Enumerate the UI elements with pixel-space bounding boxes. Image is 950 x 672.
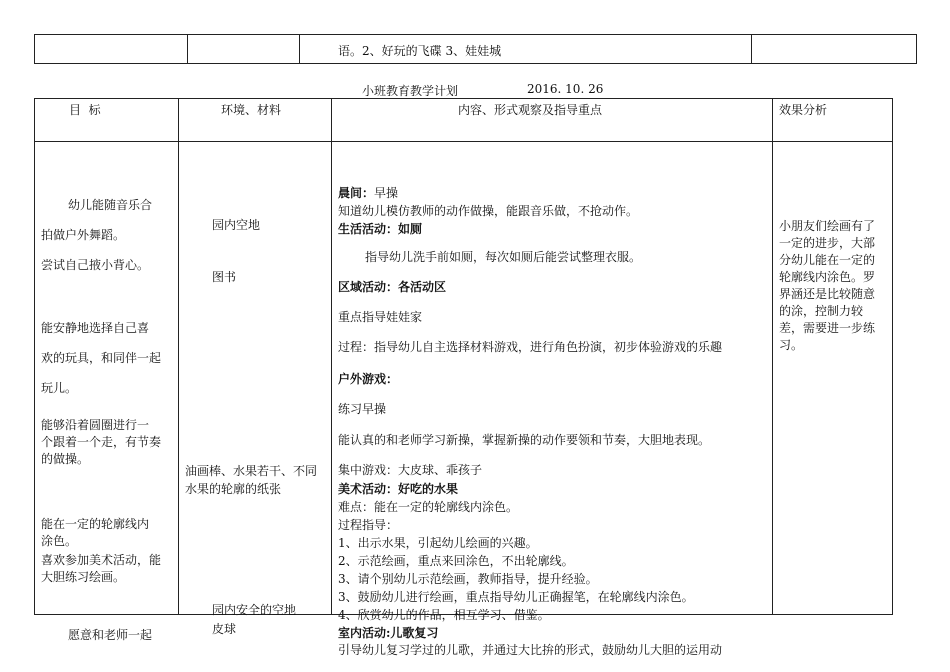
effect-line: 界涵还是比较随意 bbox=[779, 287, 876, 301]
target-line: 喜欢参加美术活动，能 bbox=[41, 553, 162, 567]
top-row-text: 语。2、好玩的飞碟 3、娃娃城 bbox=[338, 44, 502, 58]
effect-cell bbox=[773, 142, 893, 615]
effect-line: 一定的进步，大部 bbox=[779, 236, 876, 250]
morning-label: 晨间：早操 bbox=[338, 186, 399, 200]
step-line: 1、出示水果，引起幼儿绘画的兴趣。 bbox=[338, 536, 538, 550]
target-cell bbox=[35, 142, 179, 642]
target-line: 大胆练习绘画。 bbox=[41, 570, 126, 584]
header-effect: 效果分析 bbox=[773, 99, 893, 142]
plan-date: 2016. 10. 26 bbox=[527, 82, 604, 96]
effect-line: 的涂，控制力较 bbox=[779, 304, 864, 318]
step-line: 3、请个别幼儿示范绘画，教师指导，提升经验。 bbox=[338, 572, 598, 586]
content-line: 重点指导娃娃家 bbox=[338, 310, 423, 324]
env-line: 水果的轮廓的纸张 bbox=[185, 482, 282, 496]
target-line: 能安静地选择自己喜 bbox=[41, 321, 150, 335]
content-line: 引导幼儿复习学过的儿歌，并通过大比拚的形式，鼓励幼儿大胆的运用动 bbox=[338, 643, 723, 657]
effect-line: 小朋友们绘画有了 bbox=[779, 219, 876, 233]
target-line: 愿意和老师一起 bbox=[68, 628, 153, 642]
target-line: 涂色。 bbox=[41, 534, 78, 548]
step-line: 4、欣赏幼儿的作品，相互学习、借鉴。 bbox=[338, 608, 550, 622]
plan-table bbox=[34, 98, 893, 657]
env-cell bbox=[179, 142, 332, 636]
content-line: 练习早操 bbox=[338, 402, 387, 416]
content-line: 过程：指导幼儿自主选择材料游戏，进行角色扮演，初步体验游戏的乐趣 bbox=[338, 340, 723, 354]
content-line: 指导幼儿洗手前如厕，每次如厕后能尝试整理衣服。 bbox=[365, 250, 642, 264]
env-line: 园内安全的空地 bbox=[212, 603, 297, 617]
top-cell-4 bbox=[752, 35, 917, 64]
indoor-label: 室内活动:儿歌复习 bbox=[338, 626, 439, 640]
header-target: 目 标 bbox=[35, 99, 179, 142]
target-line: 个跟着一个走，有节奏 bbox=[41, 435, 162, 449]
target-line: 能在一定的轮廓线内 bbox=[41, 517, 150, 531]
area-label: 区域活动：各活动区 bbox=[338, 280, 447, 294]
step-line: 3、鼓励幼儿进行绘画，重点指导幼儿正确握笔，在轮廓线内涂色。 bbox=[338, 590, 694, 604]
target-line: 玩儿。 bbox=[41, 381, 78, 395]
target-line: 能够沿着圆圈进行一 bbox=[41, 418, 150, 432]
env-line: 图书 bbox=[212, 270, 237, 284]
effect-line: 分幼儿能在一定的 bbox=[779, 253, 876, 267]
life-label: 生活活动：如厕 bbox=[338, 222, 423, 236]
effect-line: 习。 bbox=[779, 338, 804, 352]
env-line: 皮球 bbox=[212, 622, 237, 636]
env-line: 油画棒、水果若干、不同 bbox=[185, 464, 318, 478]
target-line: 欢的玩具，和同伴一起 bbox=[41, 351, 162, 365]
target-line: 的做操。 bbox=[41, 452, 90, 466]
effect-line: 差，需要进一步练 bbox=[779, 321, 876, 335]
plan-title: 小班教育教学计划 bbox=[362, 84, 459, 98]
header-content: 内容、形式观察及指导重点 bbox=[332, 99, 773, 142]
target-line: 尝试自己掖小背心。 bbox=[41, 258, 150, 272]
content-line: 难点：能在一定的轮廓线内涂色。 bbox=[338, 500, 519, 514]
content-cell bbox=[332, 142, 773, 657]
effect-line: 轮廓线内涂色。罗 bbox=[779, 270, 876, 284]
top-cell-1 bbox=[35, 35, 188, 64]
env-line: 园内空地 bbox=[212, 218, 261, 232]
target-line: 幼儿能随音乐合 bbox=[68, 198, 153, 212]
content-line: 知道幼儿模仿教师的动作做操，能跟音乐做，不抢动作。 bbox=[338, 204, 639, 218]
top-cell-3 bbox=[300, 35, 752, 64]
target-line: 拍做户外舞蹈。 bbox=[41, 228, 126, 242]
outdoor-label: 户外游戏： bbox=[338, 372, 399, 386]
step-line: 2、示范绘画，重点来回涂色，不出轮廓线。 bbox=[338, 554, 574, 568]
top-table bbox=[34, 34, 917, 64]
art-label: 美术活动：好吃的水果 bbox=[338, 482, 459, 496]
content-line: 集中游戏：大皮球、乖孩子 bbox=[338, 463, 483, 477]
content-line: 过程指导： bbox=[338, 518, 399, 532]
header-env: 环境、材料 bbox=[179, 99, 332, 142]
top-cell-2 bbox=[188, 35, 300, 64]
content-line: 能认真的和老师学习新操，掌握新操的动作要领和节奏，大胆地表现。 bbox=[338, 433, 711, 447]
